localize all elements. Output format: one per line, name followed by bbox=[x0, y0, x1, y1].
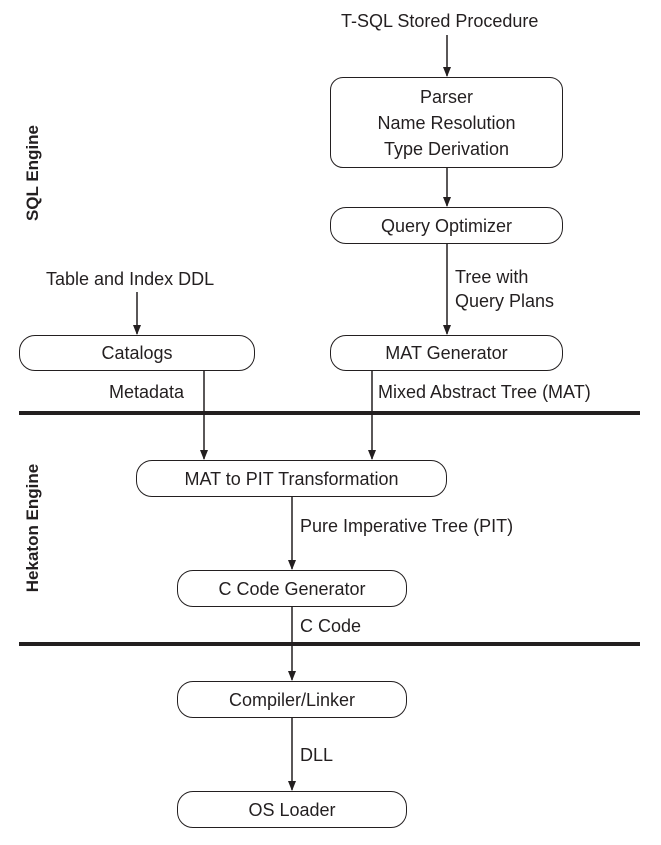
parser-line: Parser bbox=[419, 86, 473, 107]
edge-label-tree-with-query-plans bbox=[455, 265, 554, 313]
edge-label-metadata: Metadata bbox=[109, 382, 185, 402]
query-optimizer-box: Query Optimizer bbox=[330, 207, 563, 244]
os-loader-box: OS Loader bbox=[177, 791, 407, 828]
c-code-generator-box: C Code Generator bbox=[177, 570, 407, 607]
mat-generator-box: MAT Generator bbox=[330, 335, 563, 371]
edge-label-dll: DLL bbox=[300, 745, 334, 765]
parser-box bbox=[330, 77, 563, 168]
section-label-hekaton-engine: Hekaton Engine bbox=[23, 463, 42, 593]
mat-to-pit-box: MAT to PIT Transformation bbox=[136, 460, 447, 497]
edge-label-c-code: C Code bbox=[300, 616, 362, 636]
catalogs-box: Catalogs bbox=[19, 335, 255, 371]
edge-label-line: Tree with bbox=[455, 267, 529, 287]
input-table-index-ddl: Table and Index DDL bbox=[46, 269, 215, 289]
type-derivation-line: Type Derivation bbox=[383, 138, 510, 159]
edge-label-mixed-abstract-tree: Mixed Abstract Tree (MAT) bbox=[378, 382, 591, 402]
input-stored-procedure: T-SQL Stored Procedure bbox=[341, 11, 539, 31]
section-label-sql-engine: SQL Engine bbox=[23, 124, 42, 222]
edge-label-line: Query Plans bbox=[455, 291, 555, 311]
edge-label-pure-imperative-tree: Pure Imperative Tree (PIT) bbox=[300, 516, 514, 536]
name-resolution-line: Name Resolution bbox=[377, 112, 516, 133]
compiler-linker-box: Compiler/Linker bbox=[177, 681, 407, 718]
